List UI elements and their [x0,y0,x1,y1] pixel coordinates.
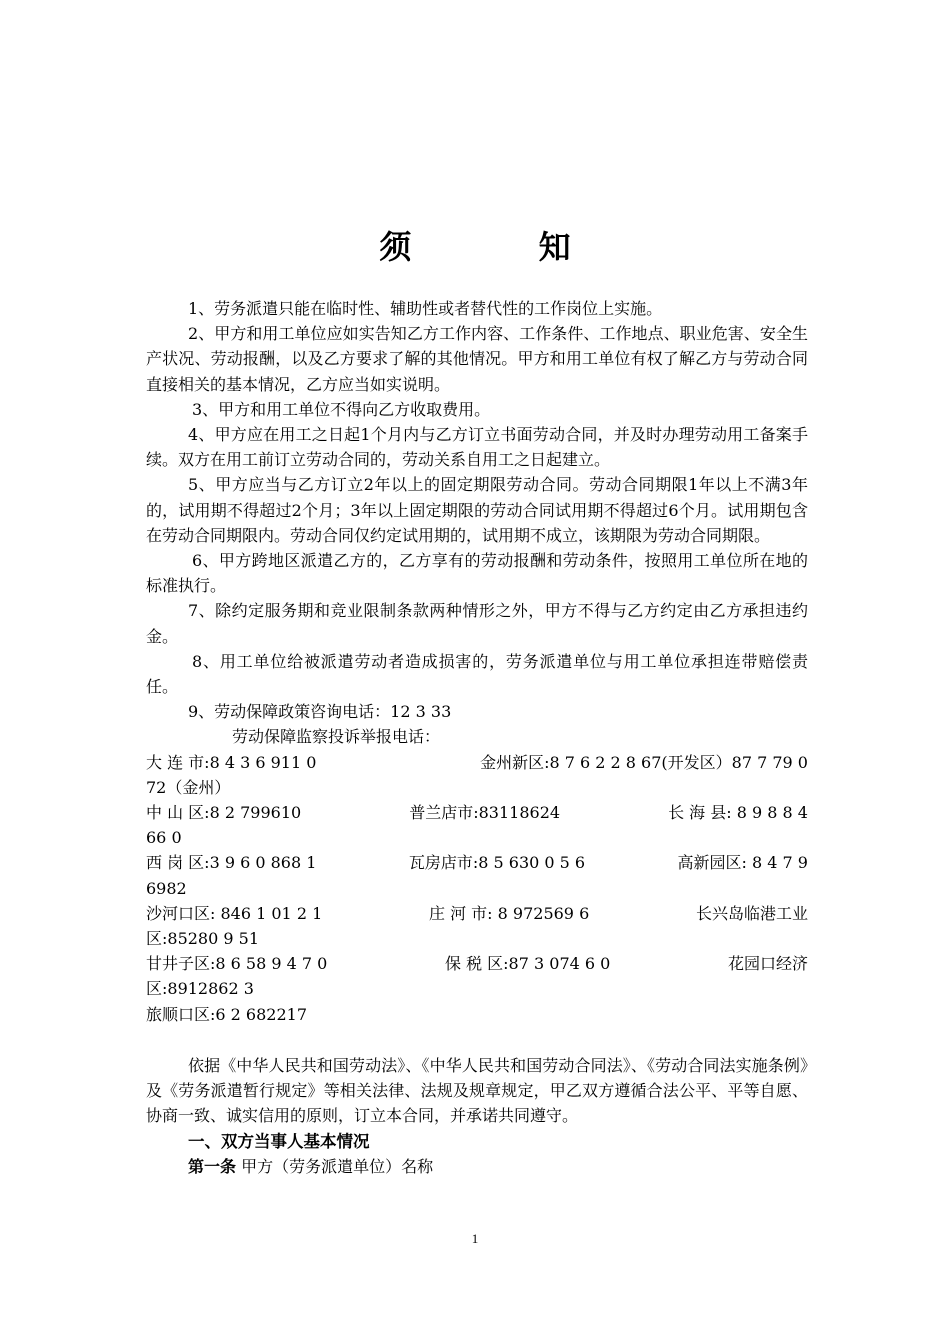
phone-entry: 长 海 县: 8 9 8 8 4 [668,803,808,823]
spacer [146,1027,808,1053]
preamble: 依据《中华人民共和国劳动法》、《中华人民共和国劳动合同法》、《劳动合同法实施条例》及《劳务派遣暂行规定》等相关法律、法规及规章规定，甲乙双方遵循合法公平、平等自愿、协商一致、诚实信用的原则，订立本合同，并承诺共同遵守。 [146,1055,808,1126]
phone-row-2 [146,800,808,825]
article-label: 第一条 [188,1156,237,1176]
notice-7: 7、除约定服务期和竞业限制条款两种情形之外，甲方不得与乙方约定由乙方承担违约金。 [146,601,808,646]
phone-entry: 长兴岛临港工业 [695,903,808,923]
phone-entry: 甘井子区:8 6 58 9 4 7 0 [146,954,328,974]
phone-row-2-cont: 66 0 [146,828,182,848]
notice-6: 6、甲方跨地区派遣乙方的，乙方享有的劳动报酬和劳动条件，按照用工单位所在地的标准执行。 [146,551,808,596]
phone-row-6: 旅顺口区:6 2 682217 [146,1004,308,1024]
document-body [146,296,808,1179]
notice-4: 4、甲方应在用工之日起1个月内与乙方订立书面劳动合同，并及时办理劳动用工备案手续。双方在用工前订立劳动合同的，劳动关系自用工之日起建立。 [146,425,808,470]
notice-3: 3、甲方和用工单位不得向乙方收取费用。 [192,399,491,419]
phone-row-3 [146,850,808,875]
notice-1: 1、劳务派遣只能在临时性、辅助性或者替代性的工作岗位上实施。 [188,299,663,318]
phone-entry: 中 山 区:8 2 799610 [146,803,302,823]
phone-entry: 瓦房店市:8 5 630 0 5 6 [408,853,586,873]
section-heading: 一、双方当事人基本情况 [188,1131,370,1151]
article-text: 甲方（劳务派遣单位）名称 [241,1156,434,1176]
phone-row-5 [146,951,808,976]
phone-entry: 金州新区:8 7 6 2 2 8 67(开发区）87 7 79 0 [480,752,808,772]
phone-row-5-cont: 区:8912862 3 [146,979,254,999]
phone-row-4-cont: 区:85280 9 51 [146,929,260,949]
phone-entry: 西 岗 区:3 9 6 0 868 1 [146,853,317,873]
phone-entry: 保 税 区:87 3 074 6 0 [444,954,611,974]
phone-entry: 沙河口区: 846 1 01 2 1 [146,903,323,923]
phone-row-1 [146,750,808,775]
notice-8: 8、用工单位给被派遣劳动者造成损害的，劳务派遣单位与用工单位承担连带赔偿责任。 [146,651,808,697]
page-title: 须 知 [379,228,629,266]
phone-entry: 花园口经济 [727,954,808,974]
notice-2: 2、甲方和用工单位应如实告知乙方工作内容、工作条件、工作地点、职业危害、安全生产状况、劳动报酬，以及乙方要求了解的其他情况。甲方和用工单位有权了解乙方与劳动合同直接相关的基本情况，乙方应当如实说明。 [146,324,808,394]
article-1 [146,1154,808,1179]
phone-entry: 高新园区: 8 4 7 9 [677,853,808,873]
phone-row-1-cont: 72（金州） [146,777,231,797]
page-number: 1 [471,1231,479,1246]
phone-entry: 普兰店市:83118624 [409,803,561,823]
notice-5: 5、甲方应当与乙方订立2年以上的固定期限劳动合同。劳动合同期限1年以上不满3年的，试用期不得超过2个月；3年以上固定期限的劳动合同试用期不得超过6个月。试用期包含在劳动合同期限内。劳动合同仅约定试用期的，试用期不成立，该期限为劳动合同期限。 [146,475,808,545]
hotline-title: 劳动保障监察投诉举报电话： [232,727,441,747]
phone-row-3-cont: 6982 [146,878,187,898]
phone-entry: 庄 河 市: 8 972569 6 [428,903,590,923]
phone-row-4 [146,901,808,926]
notice-9: 9、劳动保障政策咨询电话：12 3 33 [188,702,452,722]
phone-entry: 大 连 市:8 4 3 6 911 0 [146,752,317,772]
